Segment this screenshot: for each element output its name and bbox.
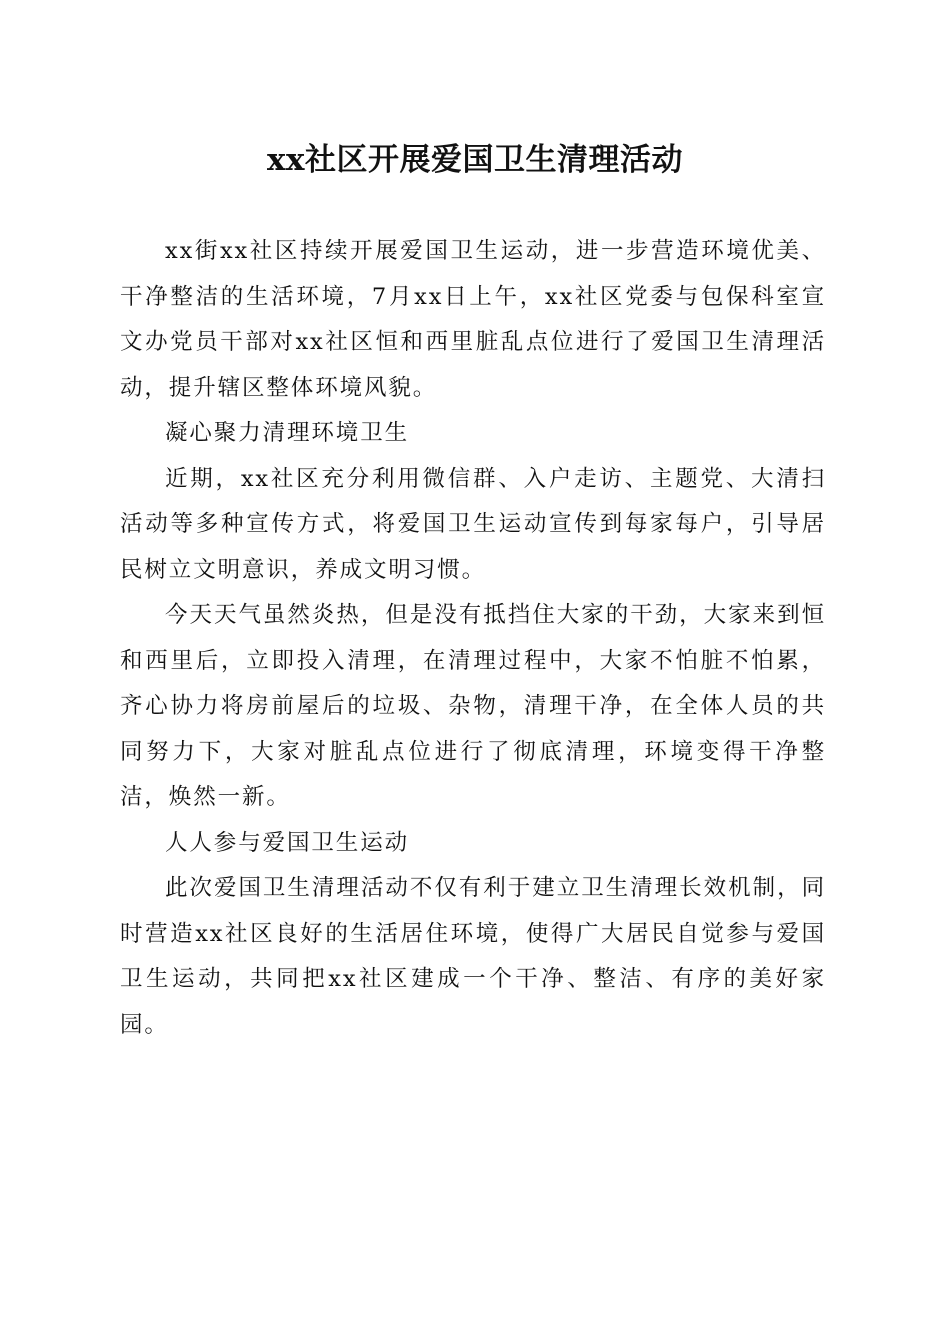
- intro-paragraph: xx街xx社区持续开展爱国卫生运动，进一步营造环境优美、干净整洁的生活环境，7月xx日上午，xx社区党委与包保科室宣文办党员干部对xx社区恒和西里脏乱点位进行了爱国卫生清理活动，提升辖区整体环境风貌。: [120, 238, 826, 401]
- document-title: xx社区开展爱国卫生清理活动: [267, 142, 683, 178]
- cleanup-paragraph: 今天天气虽然炎热，但是没有抵挡住大家的干劲，大家来到恒和西里后，立即投入清理，在清理过程中，大家不怕脏不怕累，齐心协力将房前屋后的垃圾、杂物，清理干净，在全体人员的共同努力下，大家对脏乱点位进行了彻底清理，环境变得干净整洁，焕然一新。: [120, 602, 826, 810]
- section-heading-participation: 人人参与爱国卫生运动: [165, 829, 410, 856]
- document-body: [120, 229, 826, 1048]
- conclusion-paragraph: 此次爱国卫生清理活动不仅有利于建立卫生清理长效机制，同时营造xx社区良好的生活居住环境，使得广大居民自觉参与爱国卫生运动，共同把xx社区建成一个干净、整洁、有序的美好家园。: [120, 875, 826, 1038]
- publicity-paragraph: 近期，xx社区充分利用微信群、入户走访、主题党、大清扫活动等多种宣传方式，将爱国卫生运动宣传到每家每户，引导居民树立文明意识，养成文明习惯。: [120, 465, 826, 583]
- section-heading-cleanup: 凝心聚力清理环境卫生: [165, 420, 410, 446]
